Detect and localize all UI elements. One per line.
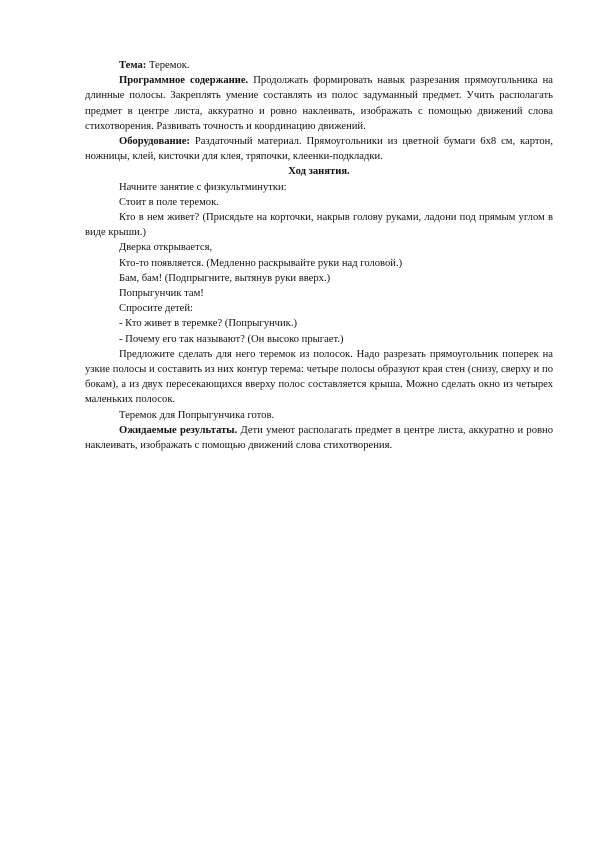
results-label: Ожидаемые результаты. [119, 424, 238, 436]
lesson-heading: Ход занятия. [288, 166, 350, 178]
program-text: Продолжать формировать навык разрезания прямоугольника на длинные полосы. Закреплять умение составлять из полос задуманный предмет. Учить располагать предмет в центре листа, аккуратно и ровно наклеивать, изображать с помощью движений слова стихотворения. Развивать точность и координацию движений. [85, 75, 554, 132]
results-paragraph [85, 423, 553, 453]
line-3: Дверка открывается, [119, 242, 213, 254]
equipment-text: Раздаточный материал. Прямоугольники из цветной бумаги 6х8 см, картон, ножницы, клей, кисточки для клея, тряпочки, клеенки-подкладки. [85, 136, 553, 163]
program-paragraph [85, 73, 553, 134]
equipment-label: Оборудование: [119, 136, 190, 148]
line-11: Теремок для Попрыгунчика готов. [119, 409, 275, 421]
topic-label: Тема: [119, 60, 147, 71]
line-10: Предложите сделать для него теремок из полосок. Надо разрезать прямоугольник поперек на узкие полосы и составить из них контур терема: четыре полосы образуют края стен (снизу, сверху и по бокам), а из двух пересекающихся вверху полос составляется крыша. Можно сделать окно из четырех маленьких полосок. [85, 348, 553, 406]
line-6: Попрыгунчик там! [119, 288, 204, 300]
topic-text: Теремок. [146, 60, 190, 71]
equipment-paragraph [85, 134, 553, 164]
line-5: Бам, бам! (Подпрыгните, вытянув руки вверх.) [119, 272, 331, 284]
line-4: Кто-то появляется. (Медленно раскрывайте руки над головой.) [119, 257, 403, 269]
line-2: Кто в нем живет? (Присядьте на корточки, накрыв голову руками, ладони под прямым углом в виде крыши.) [85, 212, 553, 239]
line-1: Стоит в поле теремок. [119, 196, 219, 208]
line-7: Спросите детей: [119, 303, 193, 315]
document-body [85, 58, 553, 453]
topic-paragraph [85, 58, 553, 73]
program-label: Программное содержание. [119, 75, 249, 87]
results-text: Дети умеют располагать предмет в центре листа, аккуратно и ровно наклеивать, изображать с помощью движений слова стихотворения. [85, 424, 553, 452]
line-0: Начните занятие с физкультминутки: [119, 181, 287, 193]
line-9: - Почему его так называют? (Он высоко прыгает.) [119, 333, 344, 345]
line-8: - Кто живет в теремке? (Попрыгунчик.) [119, 318, 297, 330]
